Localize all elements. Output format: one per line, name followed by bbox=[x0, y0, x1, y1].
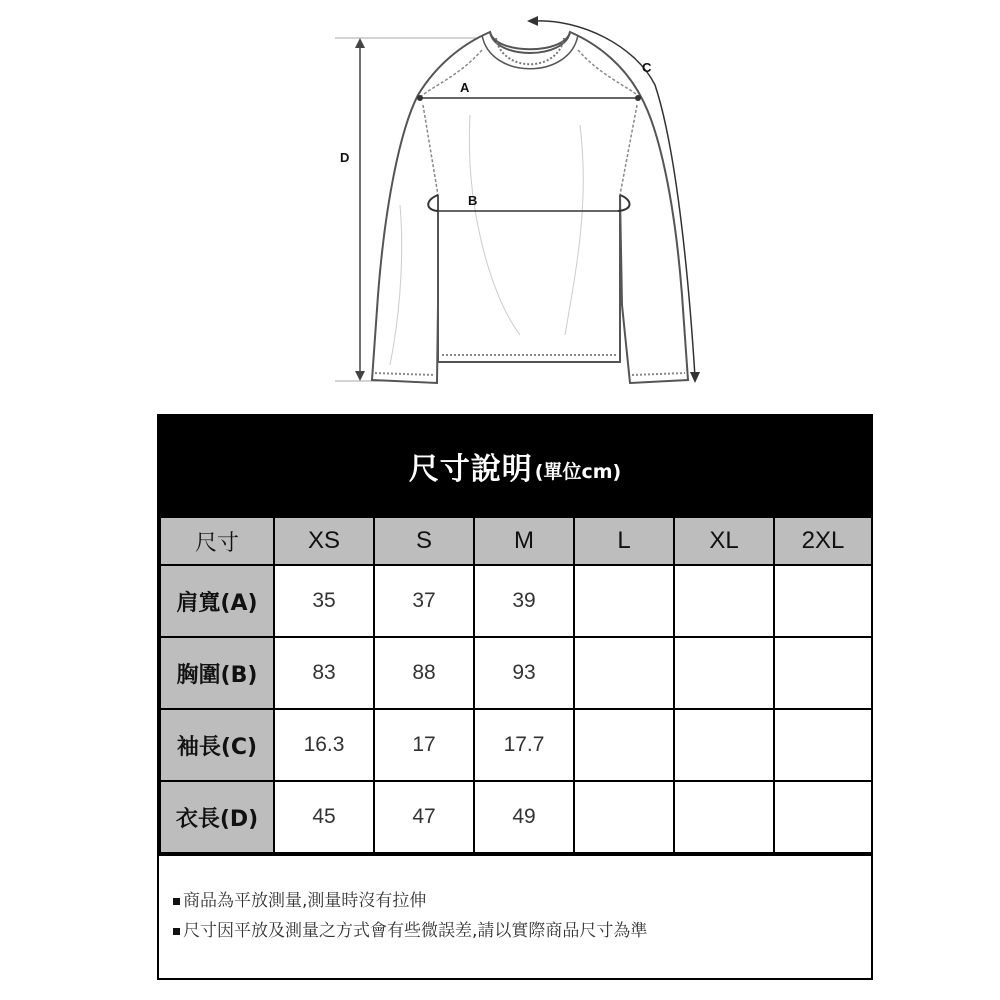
label-d: D bbox=[340, 150, 350, 165]
cell-value bbox=[674, 781, 774, 853]
note-text: 商品為平放測量,測量時沒有拉伸 bbox=[183, 891, 427, 911]
square-bullet-icon bbox=[173, 898, 180, 905]
cell-value bbox=[774, 637, 872, 709]
size-header-m: M bbox=[474, 517, 574, 565]
note-text: 尺寸因平放及測量之方式會有些微誤差,請以實際商品尺寸為準 bbox=[183, 921, 648, 941]
table-row bbox=[160, 565, 872, 637]
size-header-s: S bbox=[374, 517, 474, 565]
cell-value: 49 bbox=[474, 781, 574, 853]
label-a: A bbox=[460, 80, 470, 95]
cell-value: 37 bbox=[374, 565, 474, 637]
cell-value bbox=[574, 781, 674, 853]
shirt-outline bbox=[372, 32, 688, 383]
size-header-l: L bbox=[574, 517, 674, 565]
cell-value bbox=[674, 709, 774, 781]
square-bullet-icon bbox=[173, 928, 180, 935]
size-chart-title: 尺寸說明 bbox=[408, 452, 533, 487]
cell-value: 16.3 bbox=[274, 709, 374, 781]
cell-value: 45 bbox=[274, 781, 374, 853]
size-grid bbox=[159, 516, 873, 854]
d-arrow-bottom bbox=[355, 371, 365, 381]
row-label-shoulder: 肩寬(A) bbox=[160, 565, 274, 637]
size-header-xl: XL bbox=[674, 517, 774, 565]
cell-value: 35 bbox=[274, 565, 374, 637]
shirt-illustration bbox=[320, 5, 720, 400]
label-b: B bbox=[468, 193, 478, 208]
d-arrow-top bbox=[355, 38, 365, 48]
shirt-measurement-diagram bbox=[320, 5, 720, 400]
cell-value bbox=[574, 565, 674, 637]
cell-value: 47 bbox=[374, 781, 474, 853]
note-item bbox=[173, 916, 871, 946]
size-chart bbox=[157, 414, 873, 980]
row-label-length: 衣長(D) bbox=[160, 781, 274, 853]
cell-value: 17.7 bbox=[474, 709, 574, 781]
table-row bbox=[160, 709, 872, 781]
cell-value bbox=[774, 709, 872, 781]
c-arrow-start bbox=[527, 16, 538, 26]
cell-value: 39 bbox=[474, 565, 574, 637]
size-header-xs: XS bbox=[274, 517, 374, 565]
cell-value bbox=[574, 637, 674, 709]
cell-value bbox=[674, 565, 774, 637]
a-left-dot bbox=[417, 95, 423, 101]
c-arrow-end bbox=[690, 372, 700, 383]
size-chart-header bbox=[159, 416, 871, 516]
cell-value bbox=[774, 565, 872, 637]
size-header-2xl: 2XL bbox=[774, 517, 872, 565]
row-label-chest: 胸圍(B) bbox=[160, 637, 274, 709]
a-right-dot bbox=[635, 95, 641, 101]
cell-value: 93 bbox=[474, 637, 574, 709]
cell-value bbox=[774, 781, 872, 853]
cell-value: 17 bbox=[374, 709, 474, 781]
table-row bbox=[160, 637, 872, 709]
label-c: C bbox=[642, 60, 652, 75]
cell-value bbox=[674, 637, 774, 709]
table-row bbox=[160, 781, 872, 853]
cell-value bbox=[574, 709, 674, 781]
cell-value: 83 bbox=[274, 637, 374, 709]
note-item bbox=[173, 886, 871, 916]
size-header-row bbox=[160, 517, 872, 565]
cell-value: 88 bbox=[374, 637, 474, 709]
measurement-notes bbox=[159, 854, 871, 978]
size-header-label: 尺寸 bbox=[160, 517, 274, 565]
row-label-sleeve: 袖長(C) bbox=[160, 709, 274, 781]
size-chart-unit: (單位cm) bbox=[534, 460, 622, 483]
